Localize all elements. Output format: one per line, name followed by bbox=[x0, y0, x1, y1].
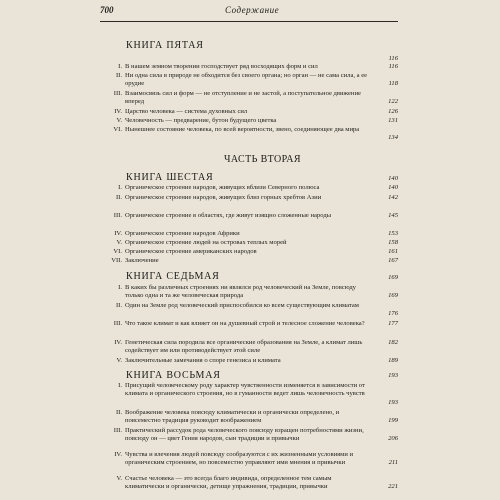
entry-title: Практический рассудок рода человеческого повсюду взращен потребностями жизни, повсюду он — цвет Гения народов, сын традиции и привычки bbox=[125, 427, 364, 442]
entry-title: Царство человека — система духовных сил bbox=[125, 108, 248, 115]
entry-number: I. bbox=[118, 184, 122, 191]
entry-number: III. bbox=[113, 320, 122, 327]
running-header bbox=[100, 5, 398, 19]
page-ref: 118 bbox=[388, 80, 398, 87]
page-ref: 140 bbox=[388, 175, 398, 182]
book-5-heading: КНИГА ПЯТАЯ bbox=[126, 40, 204, 51]
entry-title: Присущий человеческому роду характер чувственности изменяется в зависимости от климата и органического строения, но в гуманности ведет лишь человечность чувств bbox=[125, 382, 365, 397]
page-ref: 145 bbox=[388, 212, 398, 219]
entry-number: III. bbox=[113, 427, 122, 434]
entry-title: Органическое строение в областях, где живут изящно сложенные народы bbox=[125, 212, 332, 219]
entry-number: V. bbox=[116, 357, 122, 364]
entry-number: VII. bbox=[111, 257, 122, 264]
page-ref: 134 bbox=[388, 134, 398, 141]
entry-title: В каких бы различных строениях ни являлся род человеческий на Земле, повсюду только одна и та же человеческая природа bbox=[125, 284, 356, 299]
book-8-heading: КНИГА ВОСЬМАЯ bbox=[126, 370, 221, 381]
page-ref: 182 bbox=[388, 339, 398, 346]
page-ref: 199 bbox=[388, 417, 398, 424]
entry-number: III. bbox=[113, 90, 122, 97]
page-ref: 176 bbox=[388, 310, 398, 317]
page-ref: 126 bbox=[388, 108, 398, 115]
entry-title: Генетическая сила породила все органические образования на Земле, а климат лишь содействует им или противодействует этой силе bbox=[125, 339, 363, 354]
entry-number: V. bbox=[116, 239, 122, 246]
header-rule bbox=[100, 21, 398, 22]
page-ref: 142 bbox=[388, 194, 398, 201]
page-ref: 211 bbox=[388, 459, 398, 466]
entry-title: Счастье человека — это всегда благо индивида, определенное тем самым климатически и органически, детище упражнения, традиции, привычки bbox=[125, 475, 332, 490]
part-2-heading: ЧАСТЬ ВТОРАЯ bbox=[224, 154, 301, 165]
page-ref: 177 bbox=[388, 320, 398, 327]
page-ref: 140 bbox=[388, 184, 398, 191]
page-ref: 158 bbox=[388, 239, 398, 246]
entry-number: III. bbox=[113, 212, 122, 219]
entry-title: Органическое строение народов, живущих вблизи Северного полюса bbox=[125, 184, 320, 191]
page-ref: 221 bbox=[388, 483, 398, 490]
entry-number: I. bbox=[118, 63, 122, 70]
page-ref: 193 bbox=[388, 372, 398, 379]
entry-title: Нынешнее состояние человека, по всей вероятности, звено, соединяющее два мира bbox=[125, 126, 360, 133]
entry-title: Чувства и влечения людей повсюду сообразуются с их жизненными условиями и органическим строением, но повсеместно управляют ими мнения и привычки bbox=[125, 451, 354, 466]
entry-title: Заключительные замечания о споре генезиса и климата bbox=[125, 357, 281, 364]
page-ref: 131 bbox=[388, 117, 398, 124]
entry-number: VI. bbox=[113, 126, 122, 133]
entry-number: II. bbox=[115, 194, 122, 201]
entry-title: Взаимосвязь сил и форм — не отступление и не застой, а поступательное движение вперед bbox=[125, 90, 361, 105]
entry-number: IV. bbox=[114, 108, 122, 115]
entry-title: Органическое строение людей на островах теплых морей bbox=[125, 239, 287, 246]
entry-number: IV. bbox=[114, 230, 122, 237]
entry-number: I. bbox=[118, 382, 122, 389]
entry-title: В нашем земном творении господствует ряд восходящих форм и сил bbox=[125, 63, 318, 70]
entry-number: VI. bbox=[113, 248, 122, 255]
entry-title: Ни одна сила в природе не обходится без своего органа; но орган — не сама сила, а ее орудие bbox=[125, 72, 368, 87]
page-ref: 189 bbox=[388, 357, 398, 364]
entry-title: Человечность — предварение, бутон будущего цветка bbox=[125, 117, 277, 124]
page-ref: 116 bbox=[388, 55, 398, 62]
page-ref: 153 bbox=[388, 230, 398, 237]
entry-title: Что такое климат и как влияет он на душевный строй и телесное сложение человека? bbox=[125, 320, 365, 327]
entry-number: V. bbox=[116, 117, 122, 124]
page-ref: 169 bbox=[388, 292, 398, 299]
entry-title: Воображение человека повсюду климатически и органически определено, и повсеместно традиция руководит воображением bbox=[125, 409, 340, 424]
entry-title: Органическое строение американских народов bbox=[125, 248, 257, 255]
page-number: 700 bbox=[100, 5, 114, 15]
entry-number: IV. bbox=[114, 451, 122, 458]
entry-title: Органическое строение народов, живущих близ горных хребтов Азии bbox=[125, 194, 322, 201]
entry-number: V. bbox=[116, 475, 122, 482]
page-ref: 193 bbox=[388, 399, 398, 406]
book-6-heading: КНИГА ШЕСТАЯ bbox=[126, 172, 214, 183]
page-ref: 122 bbox=[388, 98, 398, 105]
entry-title: Органическое строение народов Африки bbox=[125, 230, 240, 237]
entry-title: Один на Земле род человеческий приспособился ко всем существующим климатам bbox=[125, 302, 359, 309]
book-7-heading: КНИГА СЕДЬМАЯ bbox=[126, 271, 220, 282]
entry-title: Заключение bbox=[125, 257, 159, 264]
page-ref: 167 bbox=[388, 257, 398, 264]
entry-number: I. bbox=[118, 284, 122, 291]
page-ref: 169 bbox=[388, 274, 398, 281]
entry-number: II. bbox=[115, 72, 122, 79]
page-ref: 161 bbox=[388, 248, 398, 255]
entry-number: IV. bbox=[114, 339, 122, 346]
page-ref: 206 bbox=[388, 435, 398, 442]
entry-number: II. bbox=[115, 409, 122, 416]
page-ref: 116 bbox=[388, 63, 398, 70]
running-title: Содержание bbox=[225, 5, 280, 15]
entry-number: II. bbox=[115, 302, 122, 309]
